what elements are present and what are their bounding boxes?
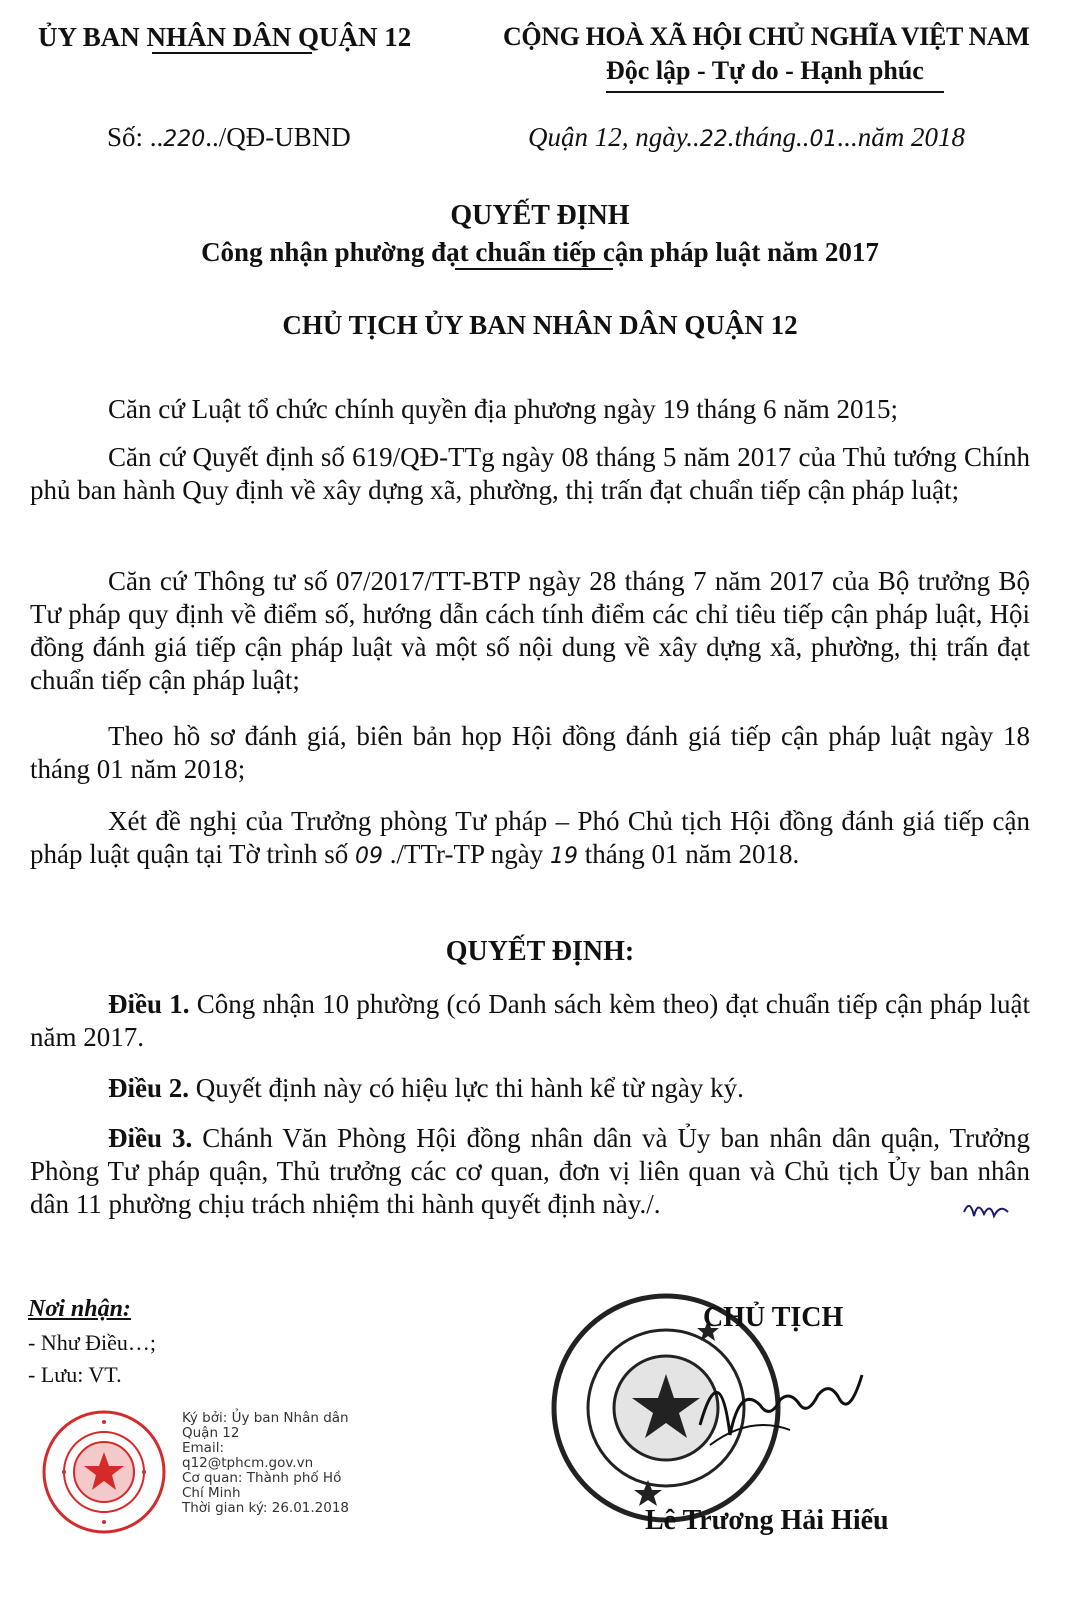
digital-signature-info bbox=[182, 1411, 349, 1516]
recipient-item: - Lưu: VT. bbox=[28, 1362, 122, 1387]
authority-underline bbox=[152, 52, 312, 54]
initials-scribble bbox=[960, 1190, 1020, 1226]
handwritten-number: 220 bbox=[163, 127, 206, 152]
signed-by-cont: Quận 12 bbox=[182, 1425, 240, 1441]
sign-time: Thời gian ký: 26.01.2018 bbox=[182, 1500, 350, 1516]
recipient-item: - Như Điều…; bbox=[28, 1330, 157, 1355]
signer-title: CHỦ TỊCH bbox=[703, 1302, 844, 1333]
handwritten-proposal-day: 19 bbox=[549, 844, 578, 869]
article-1: Điều 1. Công nhận 10 phường (có Danh sách kèm theo) đạt chuẩn tiếp cận pháp luật năm 2017. bbox=[30, 989, 1031, 1052]
national-motto: Độc lập - Tự do - Hạnh phúc bbox=[606, 56, 924, 85]
recipients-heading: Nơi nhận: bbox=[28, 1296, 131, 1322]
signer-name: Lê Trương Hải Hiếu bbox=[645, 1505, 889, 1536]
preamble-4: Theo hồ sơ đánh giá, biên bản họp Hội đồng đánh giá tiếp cận pháp luật ngày 18 tháng 01 năm 2018; bbox=[30, 721, 1030, 784]
preamble-3: Căn cứ Thông tư số 07/2017/TT-BTP ngày 28 tháng 7 năm 2017 của Bộ trưởng Bộ Tư pháp quy định về điểm số, hướng dẫn cách tính điểm các chỉ tiêu tiếp cận pháp luật, Hội đồng đánh giá tiếp cận pháp luật và một số nội dung về xây dựng xã, phường, thị trấn đạt chuẩn tiếp cận pháp luật; bbox=[30, 566, 1030, 695]
article-3: Điều 3. Chánh Văn Phòng Hội đồng nhân dân và Ủy ban nhân dân quận, Trưởng Phòng Tư pháp quận, Thủ trưởng các cơ quan, đơn vị liên quan và Chủ tịch Ủy ban nhân dân 11 phường chịu trách nhiệm thi hành quyết định này./. bbox=[30, 1123, 1030, 1219]
motto-underline bbox=[606, 91, 944, 93]
issuing-authority-title: CHỦ TỊCH ỦY BAN NHÂN DÂN QUẬN 12 bbox=[282, 310, 798, 340]
document-subtitle: Công nhận phường đạt chuẩn tiếp cận pháp luật năm 2017 bbox=[201, 237, 879, 267]
issuing-authority: ỦY BAN NHÂN DÂN QUẬN 12 bbox=[38, 22, 412, 52]
handwritten-month: 01 bbox=[809, 127, 838, 152]
email-label: Email: bbox=[182, 1440, 225, 1456]
signed-by: Ký bởi: Ủy ban Nhân dân bbox=[182, 1410, 349, 1426]
preamble-2: Căn cứ Quyết định số 619/QĐ-TTg ngày 08 tháng 5 năm 2017 của Thủ tướng Chính phủ ban hành Quy định về xây dựng xã, phường, thị trấn đạt chuẩn tiếp cận pháp luật; bbox=[30, 442, 1030, 505]
agency: Cơ quan: Thành phố Hồ bbox=[182, 1470, 342, 1486]
agency-cont: Chí Minh bbox=[182, 1485, 241, 1501]
subtitle-underline bbox=[455, 268, 613, 270]
preamble-1: Căn cứ Luật tổ chức chính quyền địa phương ngày 19 tháng 6 năm 2015; bbox=[108, 394, 899, 424]
article-2: Điều 2. Quyết định này có hiệu lực thi hành kể từ ngày ký. bbox=[108, 1073, 744, 1103]
decision-heading: QUYẾT ĐỊNH: bbox=[445, 936, 635, 967]
proposal-paragraph: Xét đề nghị của Trưởng phòng Tư pháp – Phó Chủ tịch Hội đồng đánh giá tiếp cận pháp luật quận tại Tờ trình số 09 ./TTr-TP ngày 19 tháng 01 năm 2018. bbox=[30, 806, 1030, 869]
document-date: Quận 12, ngày..22.tháng..01...năm 2018 bbox=[528, 122, 966, 152]
email-value: q12@tphcm.gov.vn bbox=[182, 1455, 314, 1471]
document-number: Số: ..220../QĐ-UBND bbox=[107, 122, 351, 152]
document-title: QUYẾT ĐỊNH bbox=[450, 200, 630, 231]
digital-stamp-seal bbox=[40, 1408, 168, 1536]
handwritten-day: 22 bbox=[699, 127, 728, 152]
handwritten-proposal-number: 09 bbox=[354, 844, 383, 869]
handwritten-signature bbox=[690, 1345, 870, 1465]
national-title: CỘNG HOÀ XÃ HỘI CHỦ NGHĨA VIỆT NAM bbox=[503, 22, 1030, 51]
